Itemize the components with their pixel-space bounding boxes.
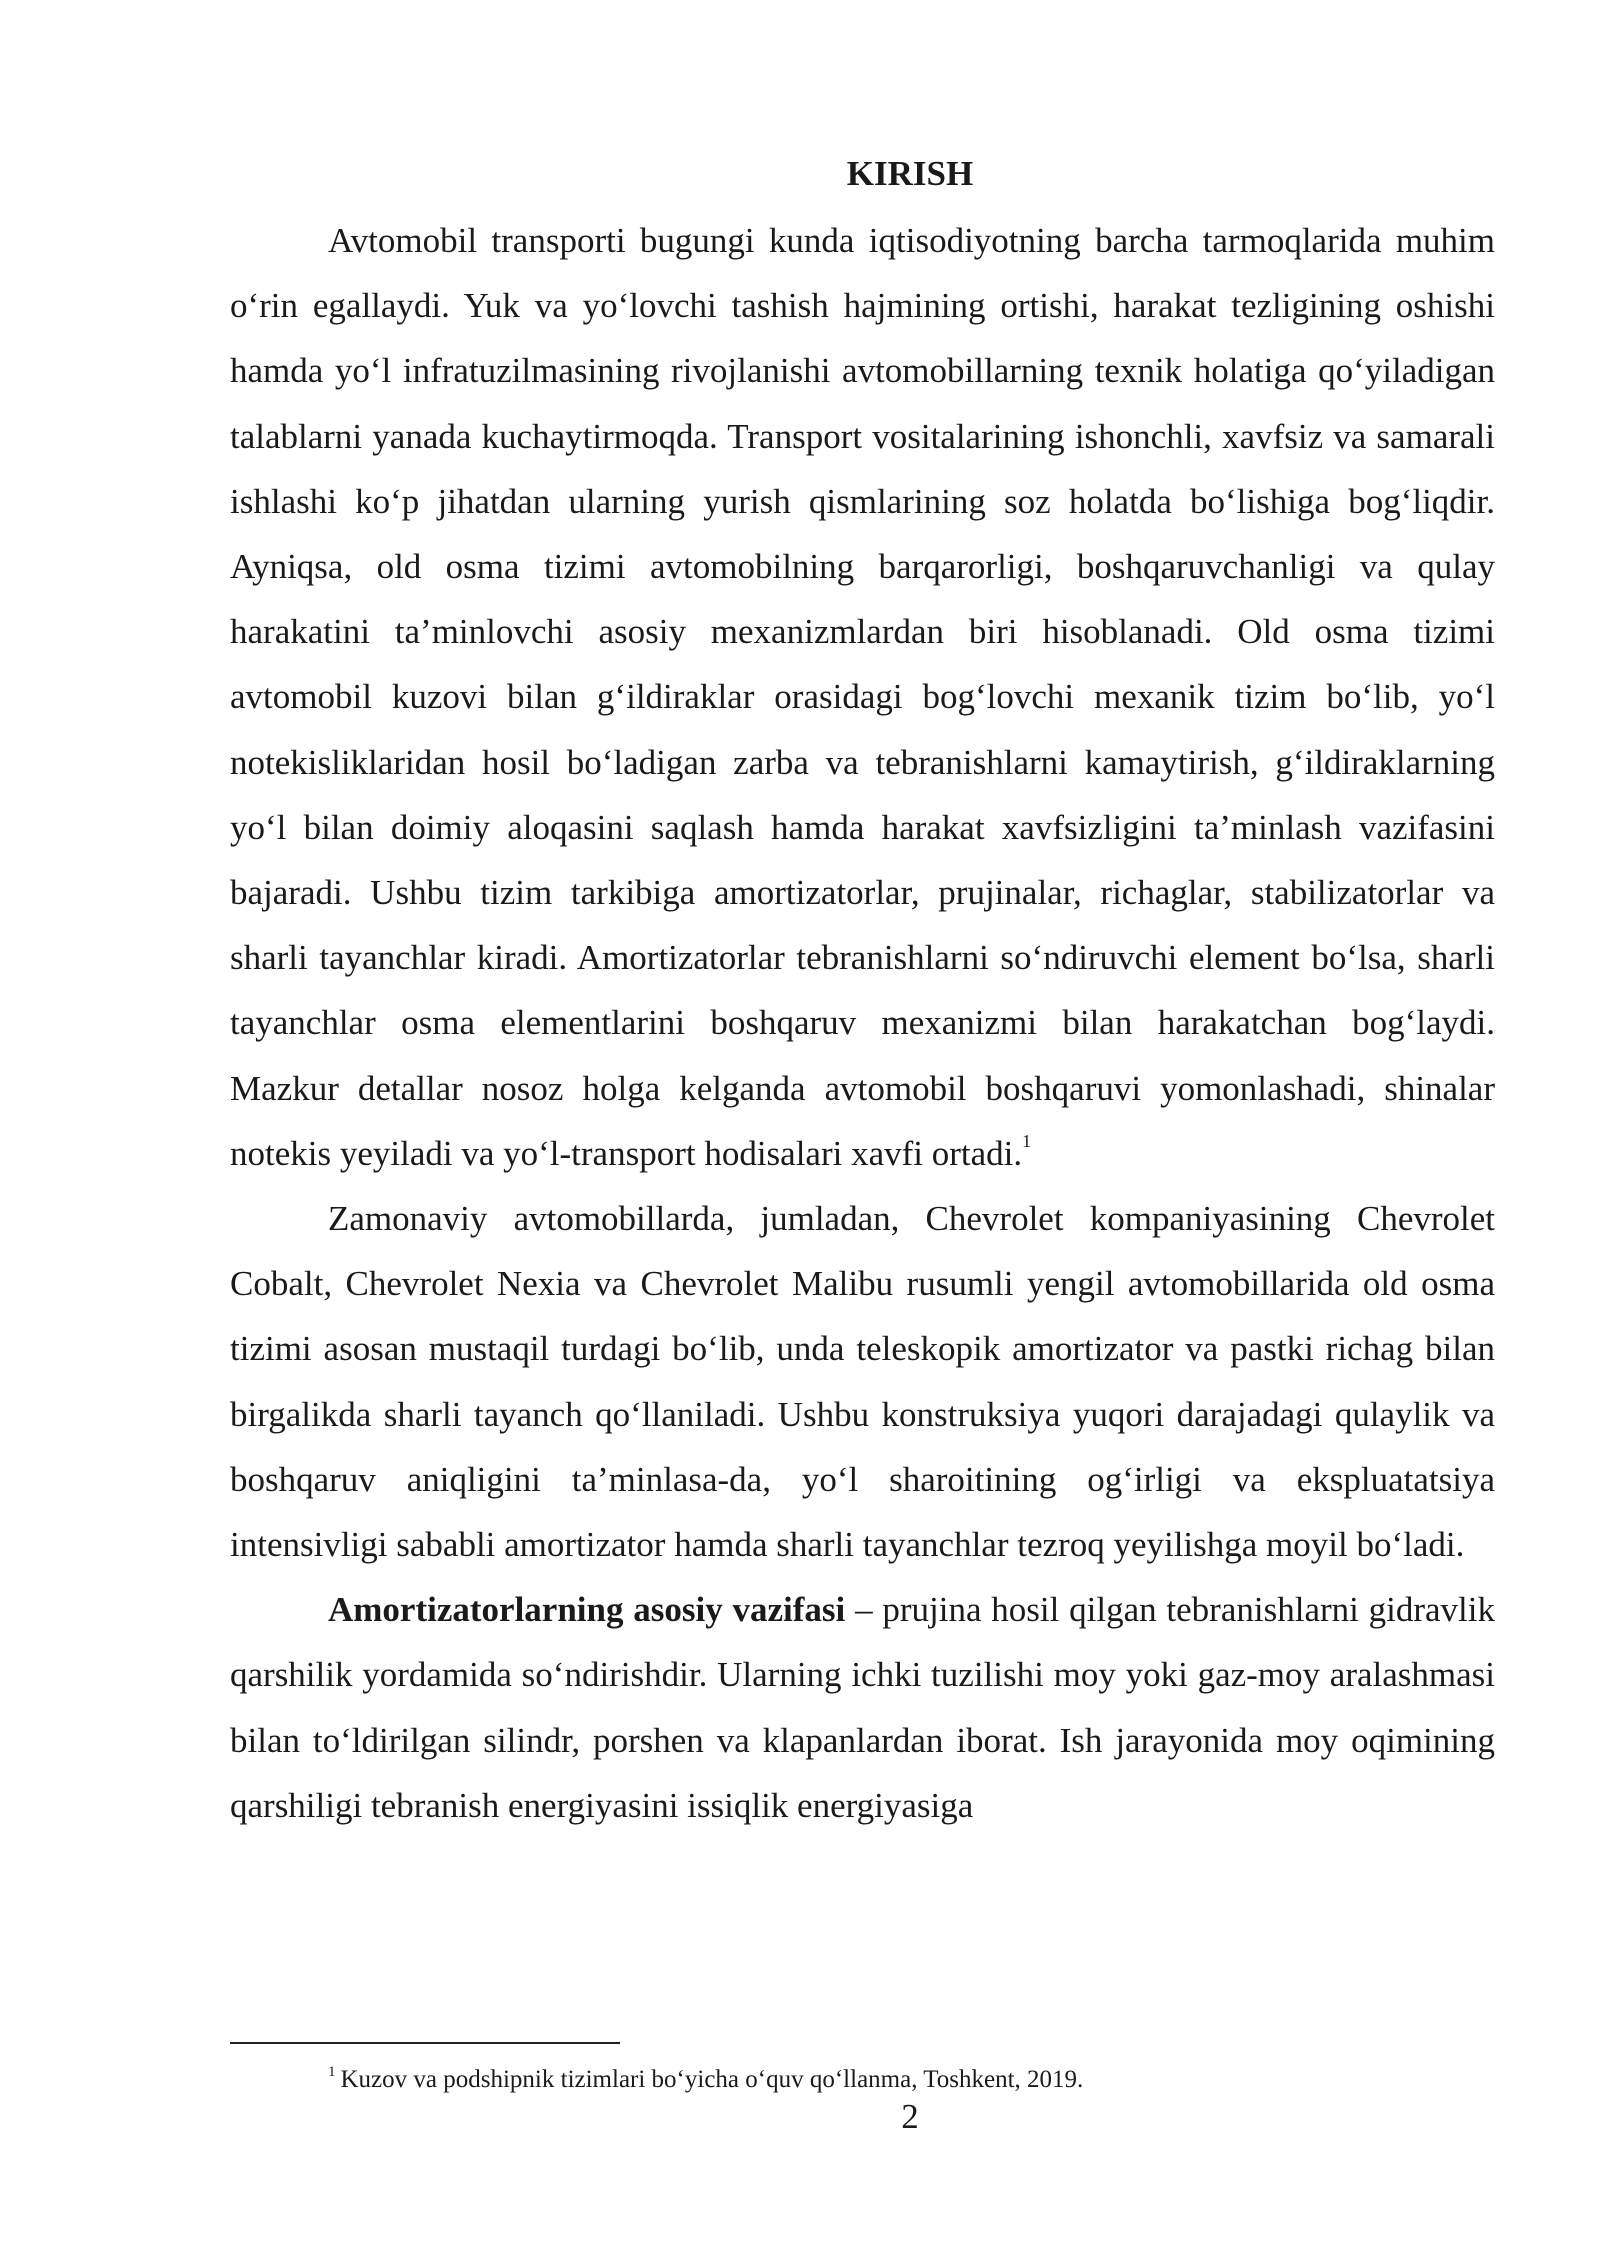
- page-number: 2: [901, 2097, 919, 2136]
- body-text: [230, 208, 1495, 1838]
- page-title: KIRISH: [846, 154, 974, 193]
- footnote-divider: [230, 2042, 620, 2044]
- paragraph-chevrolet: Zamonaviy avtomobillarda, jumladan, Chevrolet kompaniyasining Chevrolet Cobalt, Chevrolet Nexia va Chevrolet Malibu rusumli yengil avtomobillarida old osma tizimi asosan mustaqil turdagi bo‘lib, unda teleskopik amortizator va pastki richag bilan birgalikda sharli tayanch qo‘llaniladi. Ushbu konstruksiya yuqori darajadagi qulaylik va boshqaruv aniqligini ta’minlasa-da, yo‘l sharoitining og‘irligi va ekspluatatsiya intensivligi sababli amortizator hamda sharli tayanchlar tezroq yeyilishga moyil bo‘ladi.: [230, 1199, 1495, 1565]
- footnote-reference: 1: [1022, 1130, 1032, 1151]
- paragraph-intro-text: Avtomobil transporti bugungi kunda iqtisodiyotning barcha tarmoqlarida muhim o‘rin egallaydi. Yuk va yo‘lovchi tashish hajmining ortishi, harakat tezligining oshishi hamda yo‘l infratuzilmasining rivojlanishi avtomobillarning texnik holatiga qo‘yiladigan talablarni yanada kuchaytirmoqda. Transport vositalarining ishonchli, xavfsiz va samarali ishlashi ko‘p jihatdan ularning yurish qismlarining soz holatda bo‘lishiga bog‘liqdir. Ayniqsa, old osma tizimi avtomobilning barqarorligi, boshqaruvchanligi va qulay harakatini ta’minlovchi asosiy mexanizmlardan biri hisoblanadi. Old osma tizimi avtomobil kuzovi bilan g‘ildiraklar orasidagi bog‘lovchi mexanik tizim bo‘lib, yo‘l notekisliklaridan hosil bo‘ladigan zarba va tebranishlarni kamaytirish, g‘ildiraklarning yo‘l bilan doimiy aloqasini saqlash hamda harakat xavfsizligini ta’minlash vazifasini bajaradi. Ushbu tizim tarkibiga amortizatorlar, prujinalar, richaglar, stabilizatorlar va sharli tayanchlar kiradi. Amortizatorlar tebranishlarni so‘ndiruvchi element bo‘lsa, sharli tayanchlar osma elementlarini boshqaruv mexanizmi bilan harakatchan bog‘laydi. Mazkur detallar nosoz holga kelganda avtomobil boshqaruvi yomonlashadi, shinalar notekis yeyiladi va yo‘l-transport hodisalari xavfi ortadi.: [230, 221, 1495, 1173]
- footnote: [328, 2064, 1083, 2096]
- paragraph-shock-absorbers: [230, 1577, 1495, 1838]
- paragraph-intro: [230, 208, 1495, 1186]
- footnote-text: Kuzov va podshipnik tizimlari bo‘yicha o‘quv qo‘llanma, Toshkent, 2019.: [340, 2066, 1084, 2093]
- paragraph-shock-absorbers-text: – prujina hosil qilgan tebranishlarni gidravlik qarshilik yordamida so‘ndirishdir. Ularning ichki tuzilishi moy yoki gaz-moy aralashmasi bilan to‘ldirilgan silindr, porshen va klapanlardan iborat. Ish jarayonida moy oqimining qarshiligi tebranish energiyasini issiqlik energiyasiga: [230, 1590, 1496, 1825]
- paragraph-shock-absorbers-term: Amortizatorlarning asosiy vazifasi: [328, 1590, 846, 1630]
- footnote-number: 1: [328, 2064, 336, 2080]
